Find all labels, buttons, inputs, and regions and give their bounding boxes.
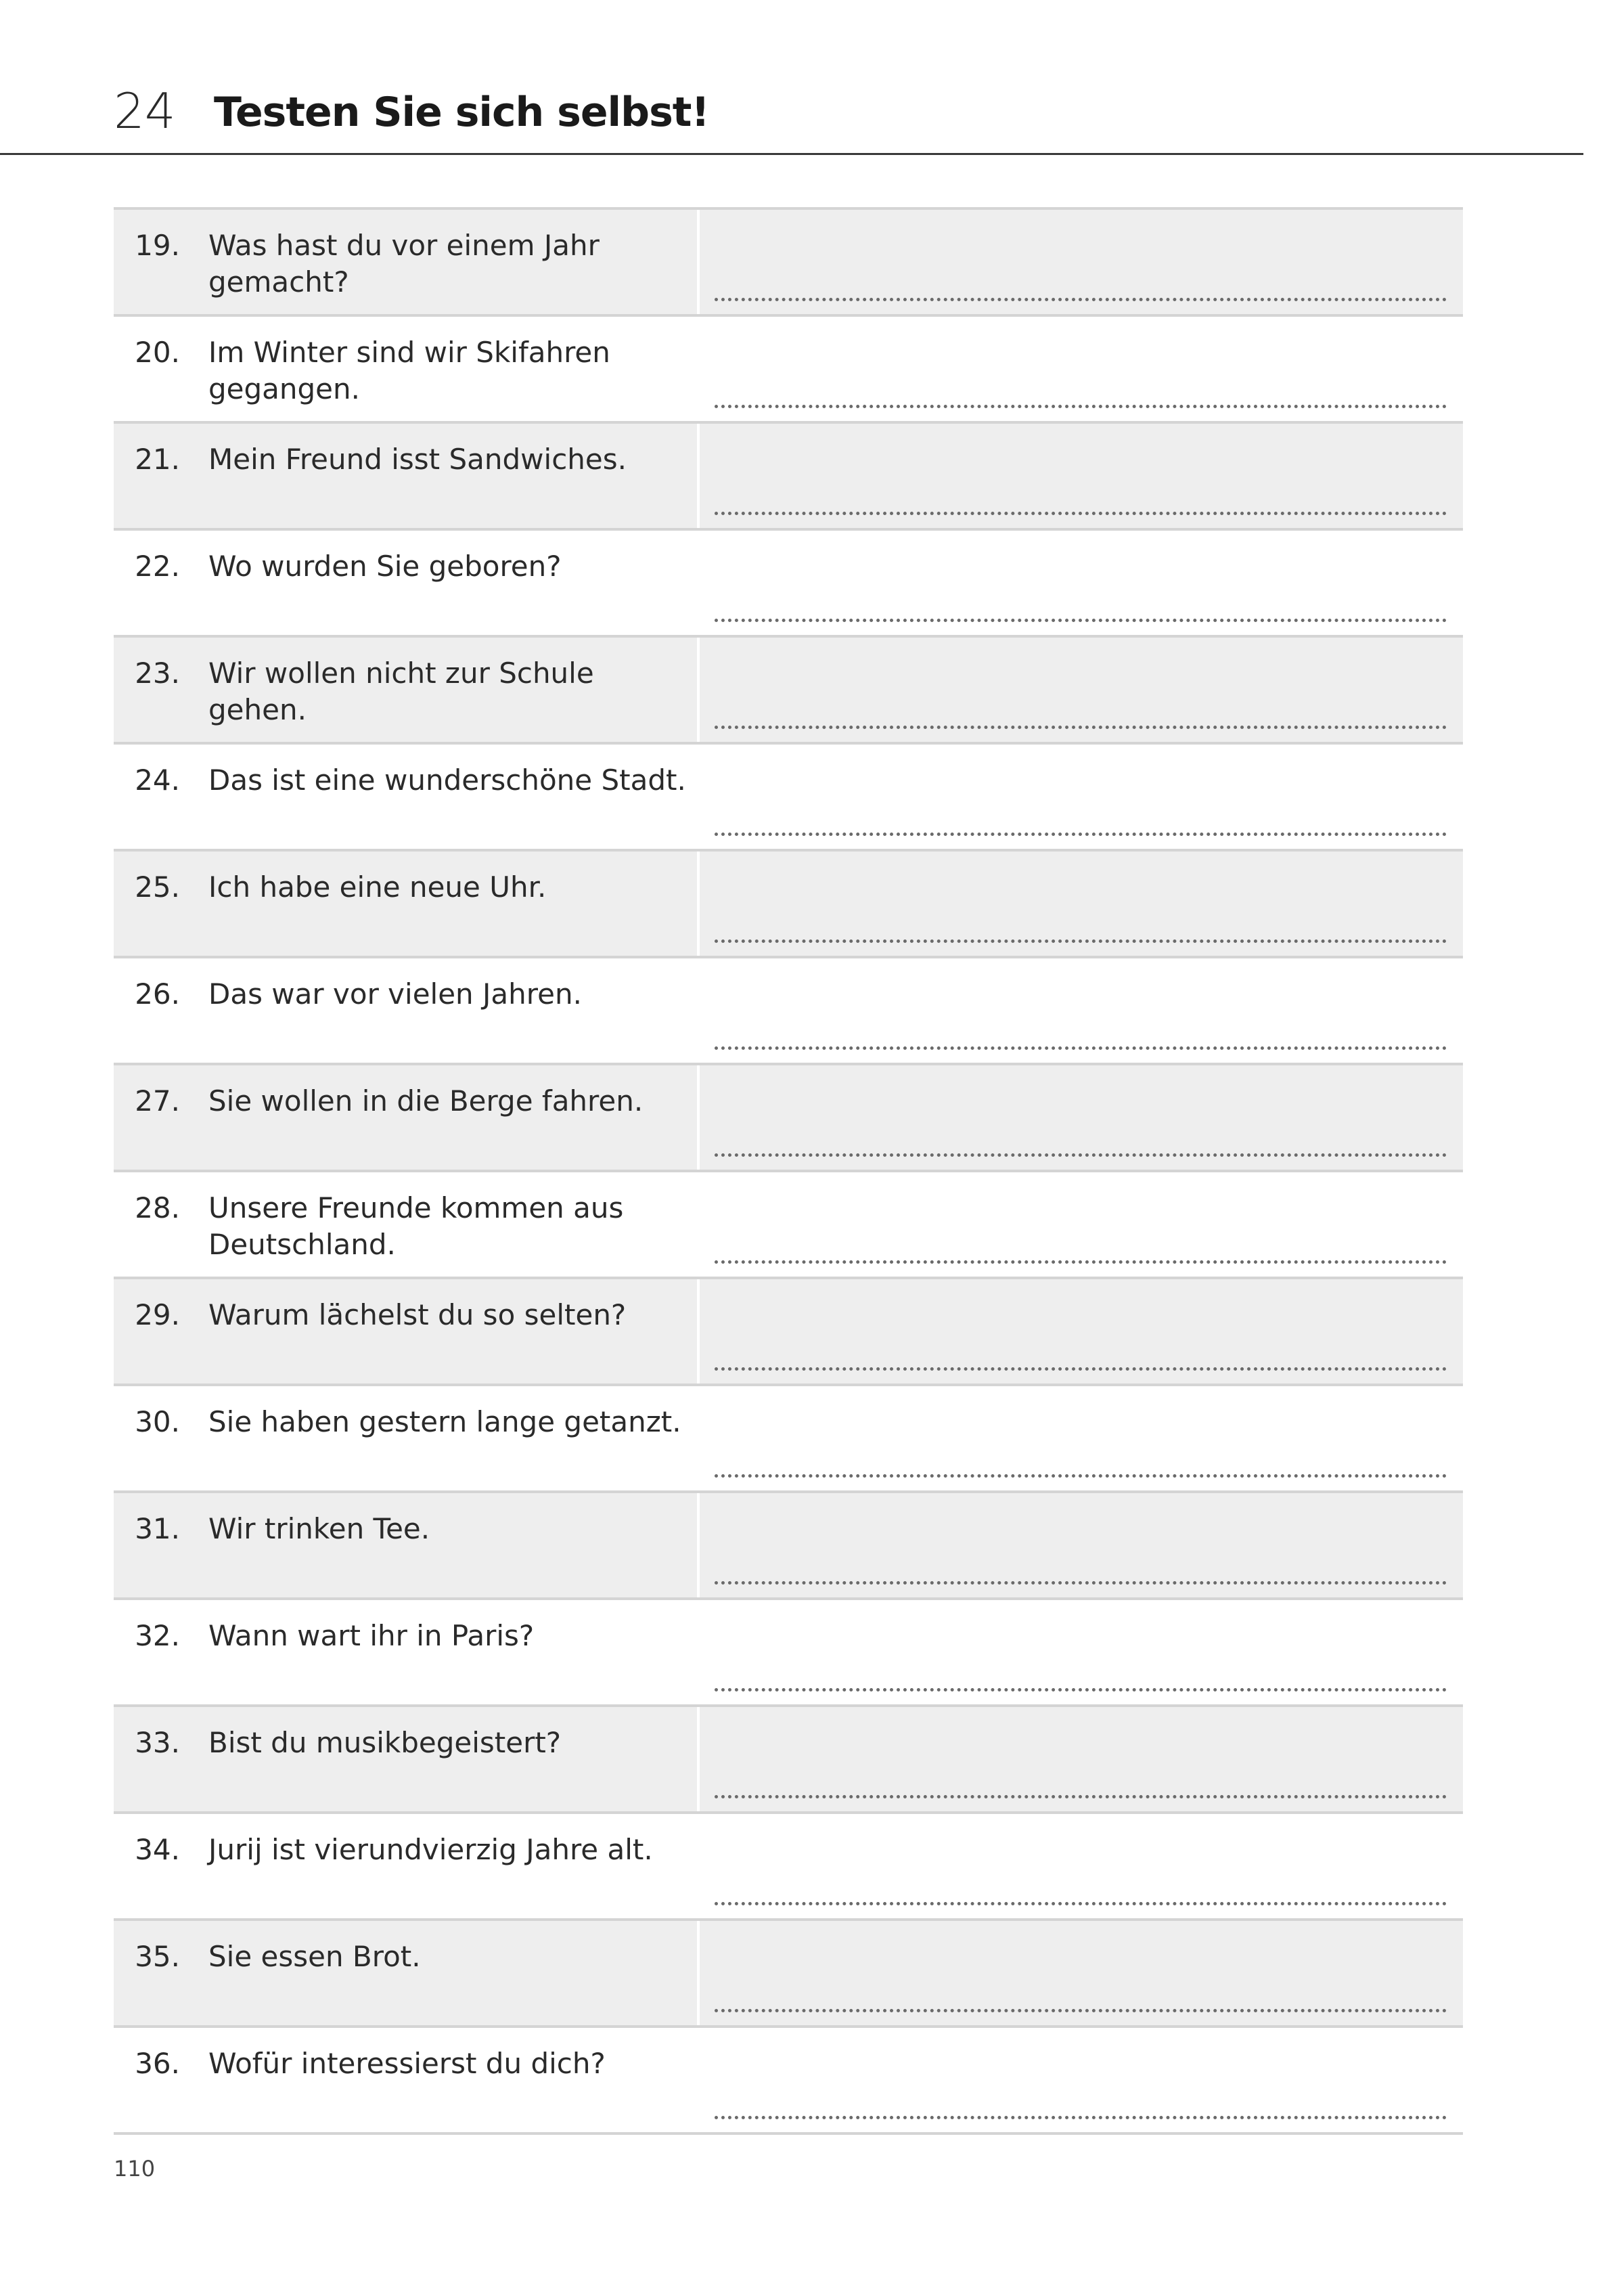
exercise-sentence: Wir wollen nicht zur Schule gehen. bbox=[208, 657, 594, 726]
exercise-number: 28. bbox=[135, 1191, 180, 1224]
answer-line[interactable] bbox=[715, 1688, 1447, 1691]
exercise-sentence: Sie wollen in die Berge fahren. bbox=[208, 1084, 644, 1118]
column-divider bbox=[697, 2028, 700, 2132]
exercise-number: 30. bbox=[135, 1405, 180, 1438]
chapter-number: 24 bbox=[114, 83, 176, 139]
answer-line[interactable] bbox=[715, 1260, 1447, 1264]
answer-line[interactable] bbox=[715, 1795, 1447, 1798]
exercise-number: 27. bbox=[135, 1084, 180, 1118]
exercise-row bbox=[114, 1600, 1463, 1707]
exercise-number: 22. bbox=[135, 550, 180, 583]
exercise-table bbox=[114, 207, 1463, 2135]
answer-line[interactable] bbox=[715, 833, 1447, 836]
answer-line[interactable] bbox=[715, 726, 1447, 729]
exercise-row bbox=[114, 1386, 1463, 1493]
exercise-row bbox=[114, 1065, 1463, 1172]
column-divider bbox=[697, 424, 700, 528]
exercise-sentence: Wir trinken Tee. bbox=[208, 1512, 430, 1545]
column-divider bbox=[697, 1279, 700, 1384]
exercise-number: 36. bbox=[135, 2047, 180, 2080]
exercise-row bbox=[114, 745, 1463, 851]
answer-line[interactable] bbox=[715, 2116, 1447, 2119]
exercise-sentence: Unsere Freunde kommen aus Deutschland. bbox=[208, 1191, 624, 1261]
column-divider bbox=[697, 1065, 700, 1170]
answer-line[interactable] bbox=[715, 1581, 1447, 1585]
exercise-row bbox=[114, 531, 1463, 638]
column-divider bbox=[697, 531, 700, 635]
column-divider bbox=[697, 1600, 700, 1704]
exercise-row bbox=[114, 1814, 1463, 1921]
exercise-sentence: Bist du musikbegeistert? bbox=[208, 1726, 562, 1759]
exercise-number: 19. bbox=[135, 229, 180, 262]
exercise-number: 31. bbox=[135, 1512, 180, 1545]
column-divider bbox=[697, 1172, 700, 1277]
answer-line[interactable] bbox=[715, 1153, 1447, 1157]
column-divider bbox=[697, 638, 700, 742]
exercise-row bbox=[114, 851, 1463, 958]
exercise-number: 35. bbox=[135, 1940, 180, 1973]
column-divider bbox=[697, 1707, 700, 1811]
exercise-number: 20. bbox=[135, 336, 180, 369]
exercise-number: 32. bbox=[135, 1619, 180, 1652]
answer-line[interactable] bbox=[715, 1367, 1447, 1371]
exercise-row bbox=[114, 1279, 1463, 1386]
exercise-row bbox=[114, 424, 1463, 531]
column-divider bbox=[697, 745, 700, 849]
answer-line[interactable] bbox=[715, 1046, 1447, 1050]
exercise-number: 24. bbox=[135, 764, 180, 797]
exercise-sentence: Wofür interessierst du dich? bbox=[208, 2047, 606, 2080]
column-divider bbox=[697, 958, 700, 1063]
exercise-sentence: Jurij ist vierundvierzig Jahre alt. bbox=[208, 1833, 653, 1866]
column-divider bbox=[697, 210, 700, 314]
exercise-row bbox=[114, 1707, 1463, 1814]
answer-line[interactable] bbox=[715, 619, 1447, 622]
column-divider bbox=[697, 1493, 700, 1597]
answer-line[interactable] bbox=[715, 2009, 1447, 2012]
exercise-number: 26. bbox=[135, 977, 180, 1011]
exercise-row bbox=[114, 1493, 1463, 1600]
exercise-number: 29. bbox=[135, 1298, 180, 1331]
exercise-row bbox=[114, 958, 1463, 1065]
exercise-sentence: Im Winter sind wir Skifahren gegangen. bbox=[208, 336, 610, 405]
page-number: 110 bbox=[114, 2156, 156, 2182]
answer-line[interactable] bbox=[715, 1902, 1447, 1905]
answer-line[interactable] bbox=[715, 512, 1447, 515]
exercise-sentence: Ich habe eine neue Uhr. bbox=[208, 870, 547, 904]
exercise-sentence: Sie essen Brot. bbox=[208, 1940, 421, 1973]
answer-line[interactable] bbox=[715, 405, 1447, 408]
column-divider bbox=[697, 1386, 700, 1490]
exercise-number: 25. bbox=[135, 870, 180, 904]
exercise-row bbox=[114, 2028, 1463, 2135]
exercise-number: 23. bbox=[135, 657, 180, 690]
exercise-sentence: Wo wurden Sie geboren? bbox=[208, 550, 562, 583]
column-divider bbox=[697, 1921, 700, 2025]
exercise-sentence: Sie haben gestern lange getanzt. bbox=[208, 1405, 681, 1438]
exercise-sentence: Was hast du vor einem Jahr gemacht? bbox=[208, 229, 600, 298]
exercise-sentence: Das ist eine wunderschöne Stadt. bbox=[208, 764, 686, 797]
exercise-row bbox=[114, 1921, 1463, 2028]
exercise-row bbox=[114, 210, 1463, 317]
answer-line[interactable] bbox=[715, 939, 1447, 943]
exercise-row bbox=[114, 638, 1463, 745]
exercise-number: 33. bbox=[135, 1726, 180, 1759]
exercise-sentence: Warum lächelst du so selten? bbox=[208, 1298, 627, 1331]
column-divider bbox=[697, 851, 700, 956]
exercise-sentence: Das war vor vielen Jahren. bbox=[208, 977, 582, 1011]
column-divider bbox=[697, 1814, 700, 1918]
answer-line[interactable] bbox=[715, 298, 1447, 301]
exercise-sentence: Mein Freund isst Sandwiches. bbox=[208, 443, 627, 476]
exercise-row bbox=[114, 317, 1463, 424]
page-header bbox=[0, 0, 1583, 155]
page-title: Testen Sie sich selbst! bbox=[214, 89, 709, 136]
exercise-number: 21. bbox=[135, 443, 180, 476]
column-divider bbox=[697, 317, 700, 421]
answer-line[interactable] bbox=[715, 1474, 1447, 1478]
exercise-row bbox=[114, 1172, 1463, 1279]
exercise-number: 34. bbox=[135, 1833, 180, 1866]
exercise-sentence: Wann wart ihr in Paris? bbox=[208, 1619, 535, 1652]
